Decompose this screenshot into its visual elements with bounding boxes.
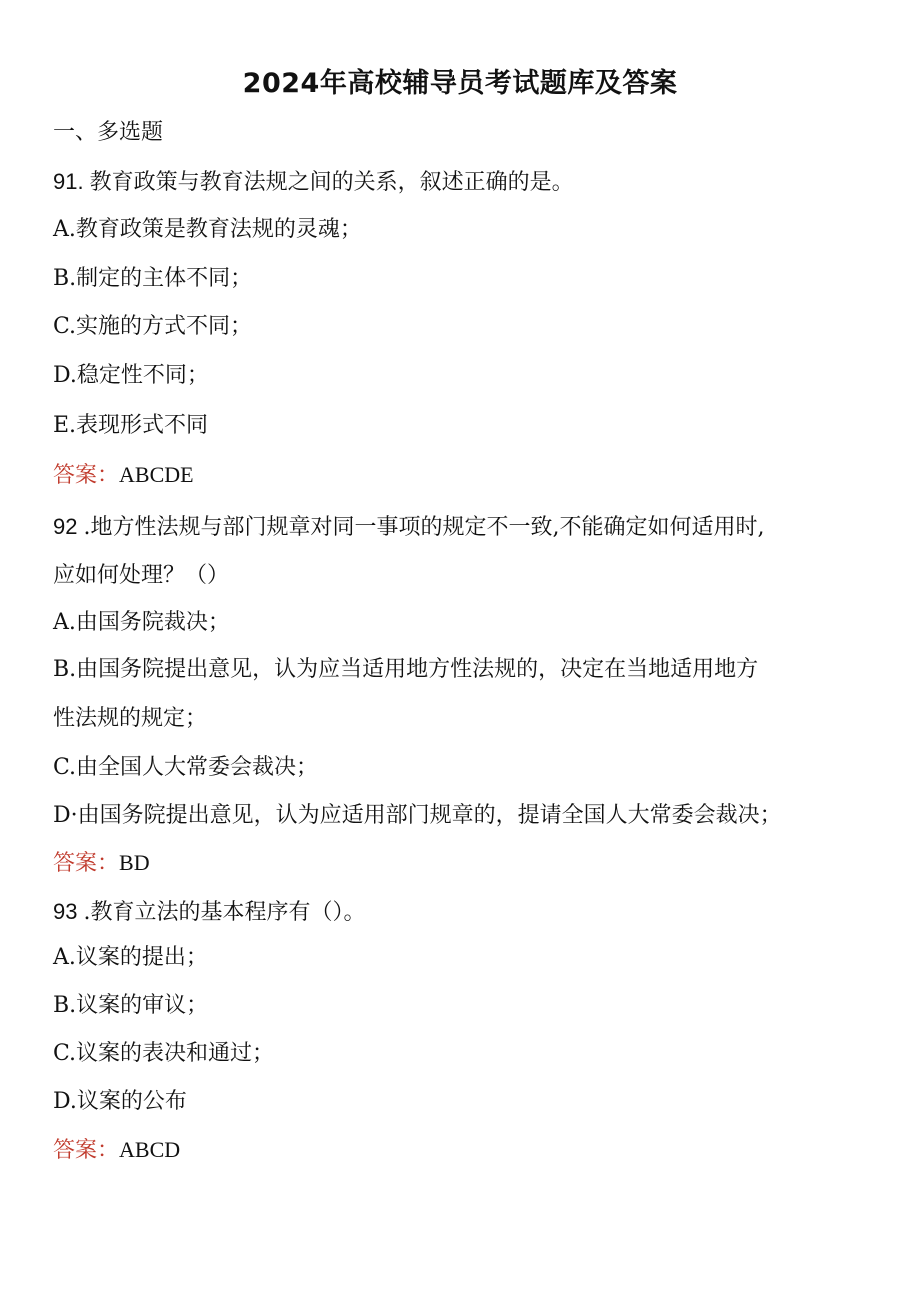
answer-line (53, 460, 194, 491)
answer-label: 答案： (53, 851, 120, 876)
question-stem-text: 教育政策与教育法规之间的关系，叙述正确的是。 (89, 170, 574, 195)
option-e: E.表现形式不同 (53, 413, 209, 438)
question-stem (53, 512, 764, 543)
question-number: 91. (53, 169, 84, 194)
option-b: B.议案的审议； (53, 993, 209, 1018)
answer-label: 答案： (53, 1138, 120, 1163)
question-stem-continued: 应如何处理？（） (53, 563, 230, 588)
section-heading: 一、多选题 (53, 120, 164, 145)
question-stem (53, 167, 574, 198)
option-c: C.实施的方式不同； (53, 314, 253, 339)
answer-label: 答案： (53, 463, 120, 488)
option-b: B.制定的主体不同； (53, 266, 253, 291)
option-d: D·由国务院提出意见，认为应适用部门规章的，提请全国人大常委会裁决； (53, 803, 782, 828)
answer-value: BD (119, 850, 150, 875)
question-stem-text: .地方性法规与部门规章对同一事项的规定不一致,不能确定如何适用时, (83, 515, 765, 540)
question-number: 93 (53, 899, 78, 924)
answer-value: ABCD (119, 1137, 181, 1162)
option-a: A.由国务院裁决； (53, 610, 230, 635)
option-b-continued: 性法规的规定； (53, 706, 208, 731)
option-a: A.教育政策是教育法规的灵魂； (53, 217, 362, 242)
question-number: 92 (53, 514, 78, 539)
answer-line (53, 848, 150, 879)
option-d: D.稳定性不同； (53, 363, 209, 388)
option-a: A.议案的提出； (53, 945, 208, 970)
answer-value: ABCDE (119, 462, 194, 487)
answer-line (53, 1135, 180, 1166)
question-stem (53, 897, 365, 928)
option-d: D.议案的公布 (53, 1089, 187, 1114)
option-c: C.议案的表决和通过； (53, 1041, 275, 1066)
option-c: C.由全国人大常委会裁决； (53, 755, 319, 780)
option-b: B.由国务院提出意见，认为应当适用地方性法规的，决定在当地适用地方 (53, 657, 759, 682)
page-title: 2024年高校辅导员考试题库及答案 (242, 68, 678, 99)
question-stem-text: .教育立法的基本程序有（）。 (83, 900, 366, 925)
